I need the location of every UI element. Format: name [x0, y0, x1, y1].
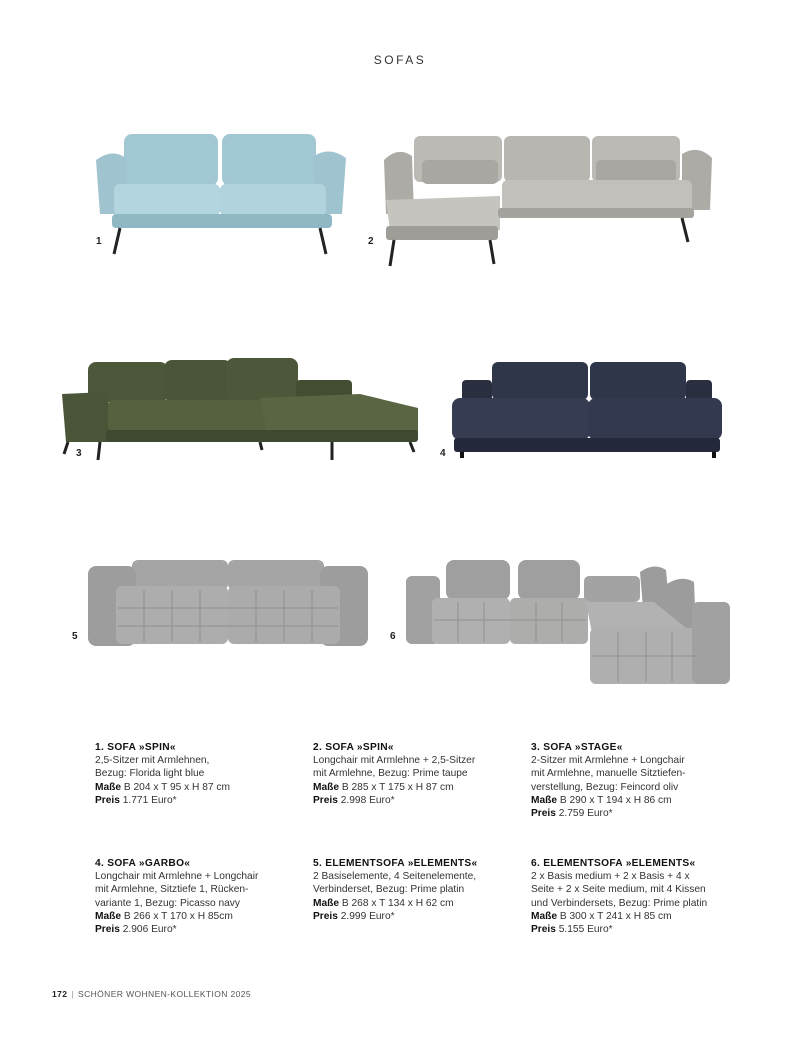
product-text: 2 x Basis medium + 2 x Basis + 4 x Seite + 2 x Seite medium, mit 4 Kissen und Verbindersets, Bezug: Prime platin: [531, 871, 708, 909]
product-title: 6. ELEMENTSOFA »ELEMENTS«: [531, 858, 696, 869]
sofa-4-illustration: [450, 360, 726, 460]
product-text: Longchair mit Armlehne + Longchair mit Armlehne, Sitztiefe 1, Rücken- variante 1, Bezug: Picasso navy: [95, 871, 259, 909]
product-title: 2. SOFA »SPIN«: [313, 742, 394, 753]
sofa-image-3: [60, 356, 422, 462]
figure-number-6: 6: [390, 631, 396, 642]
sofa-6-illustration: [404, 558, 734, 688]
product-description-4: [95, 857, 295, 936]
sofa-image-2: [382, 134, 716, 268]
product-text: 2-Sitzer mit Armlehne + Longchair mit Armlehne, manuelle Sitztiefen- verstellung, Bezug: Feincord oliv: [531, 755, 686, 793]
product-title: 5. ELEMENTSOFA »ELEMENTS«: [313, 858, 478, 869]
product-dimensions: Maße B 266 x T 170 x H 85cm: [95, 910, 233, 922]
product-description-3: [531, 741, 731, 820]
figure-number-1: 1: [96, 236, 102, 247]
product-dimensions: Maße B 268 x T 134 x H 62 cm: [313, 897, 454, 909]
product-description-2: [313, 741, 513, 807]
product-description-5: [313, 857, 513, 923]
sofa-image-4: [450, 360, 726, 460]
product-text: 2 Basiselemente, 4 Seitenelemente, Verbinderset, Bezug: Prime platin: [313, 871, 477, 896]
page-number: 172: [52, 989, 68, 999]
product-text: Longchair mit Armlehne + 2,5-Sitzer mit Armlehne, Bezug: Prime taupe: [313, 755, 476, 780]
product-title: 3. SOFA »STAGE«: [531, 742, 623, 753]
product-dimensions: Maße B 290 x T 194 x H 86 cm: [531, 794, 672, 806]
product-price: Preis 2.998 Euro*: [313, 794, 395, 806]
page-title: SOFAS: [373, 53, 427, 67]
product-price: Preis 1.771 Euro*: [95, 794, 177, 806]
sofa-1-illustration: [92, 130, 350, 258]
figure-number-5: 5: [72, 631, 78, 642]
sofa-2-illustration: [382, 134, 716, 268]
product-price: Preis 2.906 Euro*: [95, 924, 177, 936]
product-dimensions: Maße B 285 x T 175 x H 87 cm: [313, 781, 454, 793]
footer-separator: |: [71, 989, 74, 999]
product-dimensions: Maße B 300 x T 241 x H 85 cm: [531, 910, 672, 922]
figure-number-3: 3: [76, 448, 82, 459]
sofa-3-illustration: [60, 356, 422, 462]
sofa-image-6: [404, 558, 734, 688]
sofa-image-5: [86, 558, 370, 648]
page-footer: [52, 989, 251, 999]
footer-text: SCHÖNER WOHNEN-KOLLEKTION 2025: [78, 989, 252, 999]
product-text: 2,5-Sitzer mit Armlehnen, Bezug: Florida light blue: [95, 755, 210, 780]
product-description-1: [95, 741, 295, 807]
product-description-6: [531, 857, 731, 936]
figure-number-4: 4: [440, 448, 446, 459]
product-price: Preis 2.759 Euro*: [531, 808, 613, 820]
figure-number-2: 2: [368, 236, 374, 247]
product-price: Preis 5.155 Euro*: [531, 924, 613, 936]
sofa-5-illustration: [86, 558, 370, 648]
product-price: Preis 2.999 Euro*: [313, 910, 395, 922]
product-dimensions: Maße B 204 x T 95 x H 87 cm: [95, 781, 230, 793]
product-title: 1. SOFA »SPIN«: [95, 742, 176, 753]
sofa-image-1: [92, 130, 350, 258]
product-title: 4. SOFA »GARBO«: [95, 858, 191, 869]
